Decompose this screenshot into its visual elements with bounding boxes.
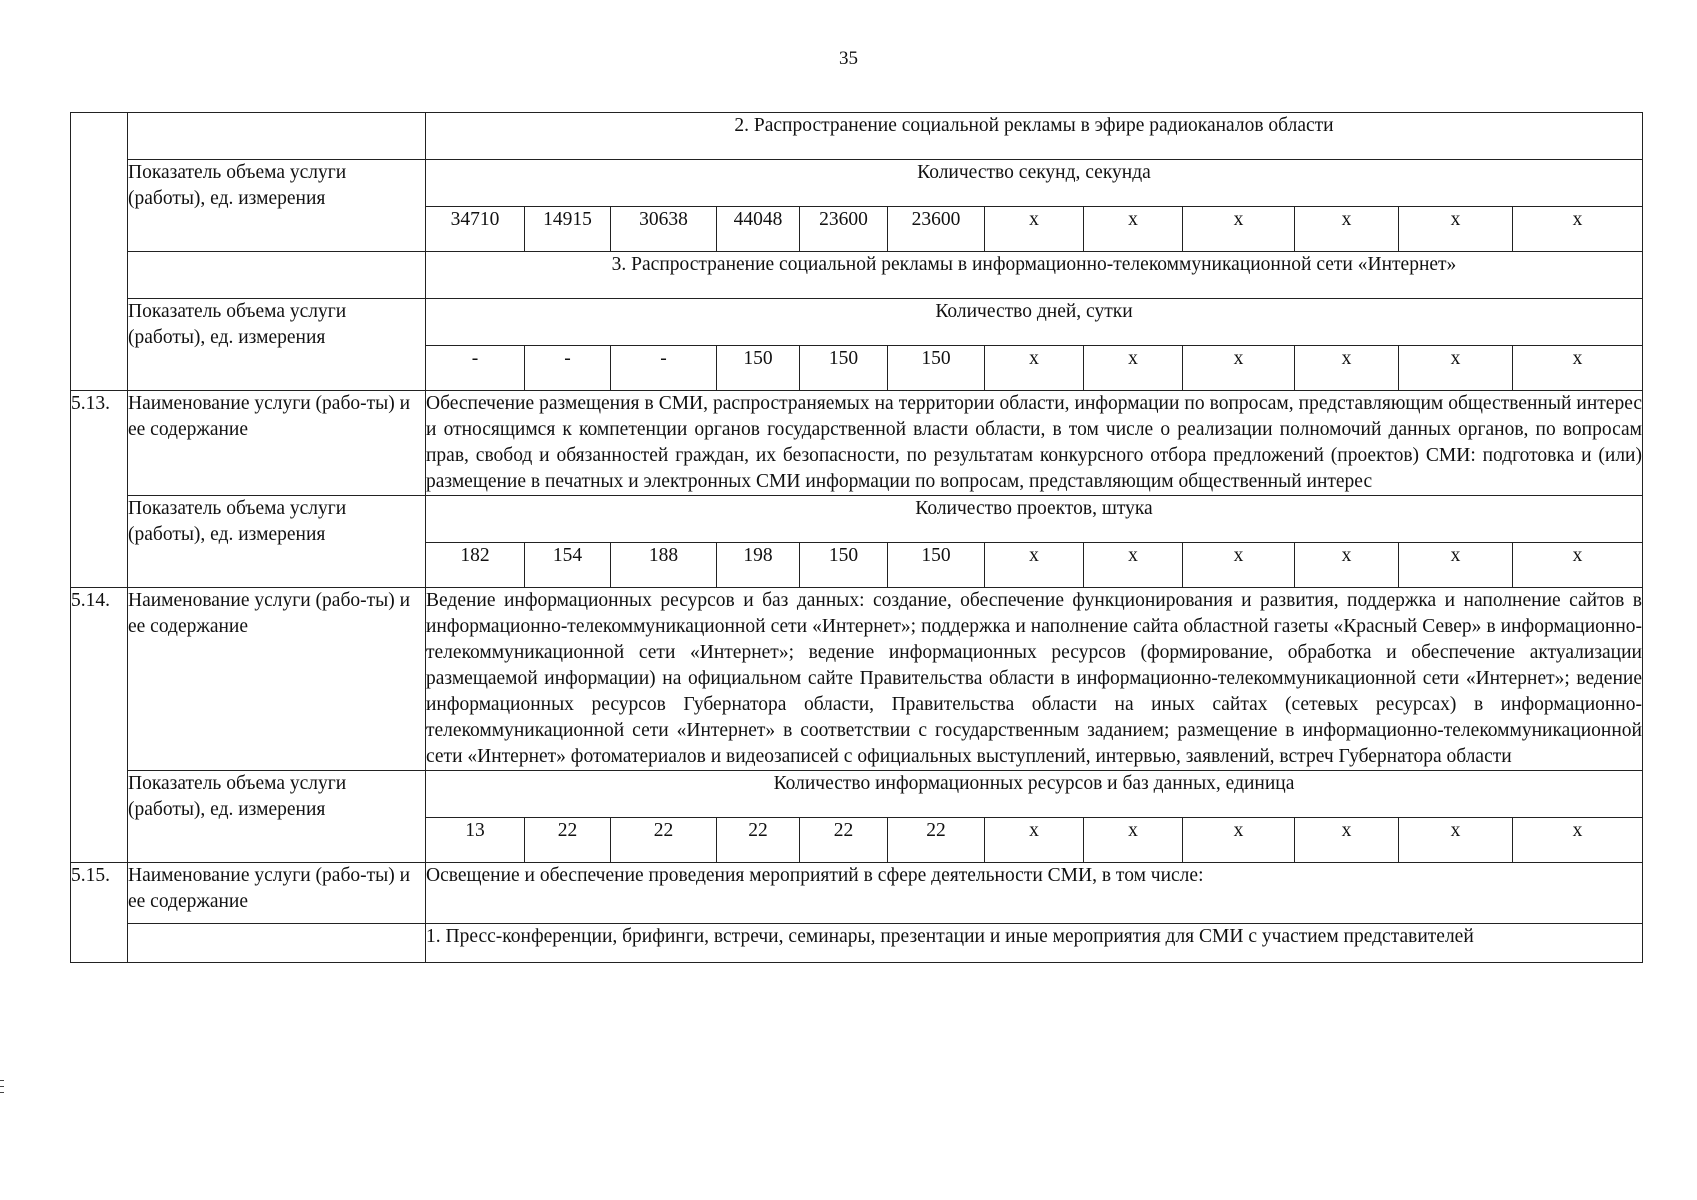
label-cell-empty	[128, 924, 426, 963]
value-cell: 150	[888, 346, 985, 391]
value-cell: x	[1399, 818, 1513, 863]
section-title: 3. Распространение социальной рекламы в информационно-телекоммуникационной сети «Интернет»	[426, 252, 1643, 299]
value-cell: x	[985, 543, 1084, 588]
value-cell: 34710	[426, 207, 525, 252]
num-cell-empty	[71, 113, 128, 391]
row-number: 5.15.	[71, 863, 128, 963]
unit-label: Количество секунд, секунда	[426, 160, 1643, 207]
section-title: 2. Распространение социальной рекламы в эфире радиоканалов области	[426, 113, 1643, 160]
value-cell: x	[1183, 818, 1295, 863]
value-cell: 22	[888, 818, 985, 863]
value-cell: x	[1183, 346, 1295, 391]
value-cell: 44048	[717, 207, 800, 252]
services-table	[70, 112, 1643, 963]
value-cell: 22	[717, 818, 800, 863]
value-cell: -	[525, 346, 611, 391]
value-cell: 22	[611, 818, 717, 863]
scan-mark	[0, 1092, 4, 1093]
value-cell: 22	[525, 818, 611, 863]
service-name-label: Наименование услуги (рабо-ты) и ее содержание	[128, 391, 426, 496]
value-cell: 23600	[800, 207, 888, 252]
value-cell: 188	[611, 543, 717, 588]
value-cell: x	[1084, 543, 1183, 588]
page-number: 35	[839, 48, 858, 69]
value-cell: x	[1295, 543, 1399, 588]
service-description: Обеспечение размещения в СМИ, распространяемых на территории области, информации по вопросам, представляющим общественный интерес и относящимся к компетенции органов государственной власти области, в том числе о реализации полномочий данных органов, по вопросам прав, свобод и обязанностей граждан, их безопасности, по результатам конкурсного отбора предложений (проектов) СМИ: подготовка и (или) размещение в печатных и электронных СМИ информации по вопросам, представляющим общественный интерес	[426, 391, 1643, 496]
value-cell: x	[1513, 207, 1643, 252]
value-cell: x	[1295, 818, 1399, 863]
value-cell: x	[1183, 207, 1295, 252]
value-cell: -	[426, 346, 525, 391]
value-cell: x	[1399, 543, 1513, 588]
value-cell: x	[1183, 543, 1295, 588]
indicator-label: Показатель объема услуги (работы), ед. измерения	[128, 160, 426, 252]
value-cell: 23600	[888, 207, 985, 252]
value-cell: x	[1399, 207, 1513, 252]
row-number: 5.13.	[71, 391, 128, 588]
value-cell: x	[1513, 543, 1643, 588]
value-cell: x	[985, 818, 1084, 863]
indicator-label: Показатель объема услуги (работы), ед. измерения	[128, 299, 426, 391]
value-cell: 150	[800, 346, 888, 391]
value-cell: x	[1399, 346, 1513, 391]
scan-mark	[0, 1086, 4, 1087]
label-cell-empty	[128, 113, 426, 160]
label-cell-empty	[128, 252, 426, 299]
value-cell: 13	[426, 818, 525, 863]
value-cell: x	[1513, 818, 1643, 863]
value-cell: 14915	[525, 207, 611, 252]
unit-label: Количество информационных ресурсов и баз данных, единица	[426, 771, 1643, 818]
service-name-label: Наименование услуги (рабо-ты) и ее содержание	[128, 588, 426, 771]
service-subitem: 1. Пресс-конференции, брифинги, встречи, семинары, презентации и иные мероприятия для СМИ с участием представителей	[426, 924, 1643, 963]
unit-label: Количество дней, сутки	[426, 299, 1643, 346]
value-cell: x	[1513, 346, 1643, 391]
value-cell: 22	[800, 818, 888, 863]
unit-label: Количество проектов, штука	[426, 496, 1643, 543]
value-cell: x	[985, 207, 1084, 252]
service-name-label: Наименование услуги (рабо-ты) и ее содержание	[128, 863, 426, 924]
value-cell: 182	[426, 543, 525, 588]
value-cell: -	[611, 346, 717, 391]
value-cell: x	[1084, 818, 1183, 863]
value-cell: 150	[717, 346, 800, 391]
value-cell: 150	[888, 543, 985, 588]
value-cell: x	[1295, 346, 1399, 391]
value-cell: x	[1295, 207, 1399, 252]
service-description: Ведение информационных ресурсов и баз данных: создание, обеспечение функционирования и развития, поддержка и наполнение сайтов в информационно-телекоммуникационной сети «Интернет»; поддержка и наполнение сайта областной газеты «Красный Север» в информационно-телекоммуникационной сети «Интернет»; ведение информационных ресурсов (формирование, обработка и обеспечение актуализации размещаемой информации) на официальном сайте Правительства области в информационно-телекоммуникационной сети «Интернет»; ведение информационных ресурсов Губернатора области, Правительства области на иных сайтах (сетевых ресурсах) в информационно-телекоммуникационной сети «Интернет» в соответствии с государственным заданием; размещение в информационно-телекоммуникационной сети «Интернет» фотоматериалов и видеозаписей с официальных выступлений, интервью, заявлений, встреч Губернатора области	[426, 588, 1643, 771]
value-cell: 198	[717, 543, 800, 588]
value-cell: x	[985, 346, 1084, 391]
value-cell: 30638	[611, 207, 717, 252]
value-cell: 154	[525, 543, 611, 588]
value-cell: x	[1084, 346, 1183, 391]
value-cell: x	[1084, 207, 1183, 252]
row-number: 5.14.	[71, 588, 128, 863]
indicator-label: Показатель объема услуги (работы), ед. измерения	[128, 771, 426, 863]
indicator-label: Показатель объема услуги (работы), ед. измерения	[128, 496, 426, 588]
value-cell: 150	[800, 543, 888, 588]
scan-mark	[0, 1080, 4, 1081]
service-description: Освещение и обеспечение проведения мероприятий в сфере деятельности СМИ, в том числе:	[426, 863, 1643, 924]
